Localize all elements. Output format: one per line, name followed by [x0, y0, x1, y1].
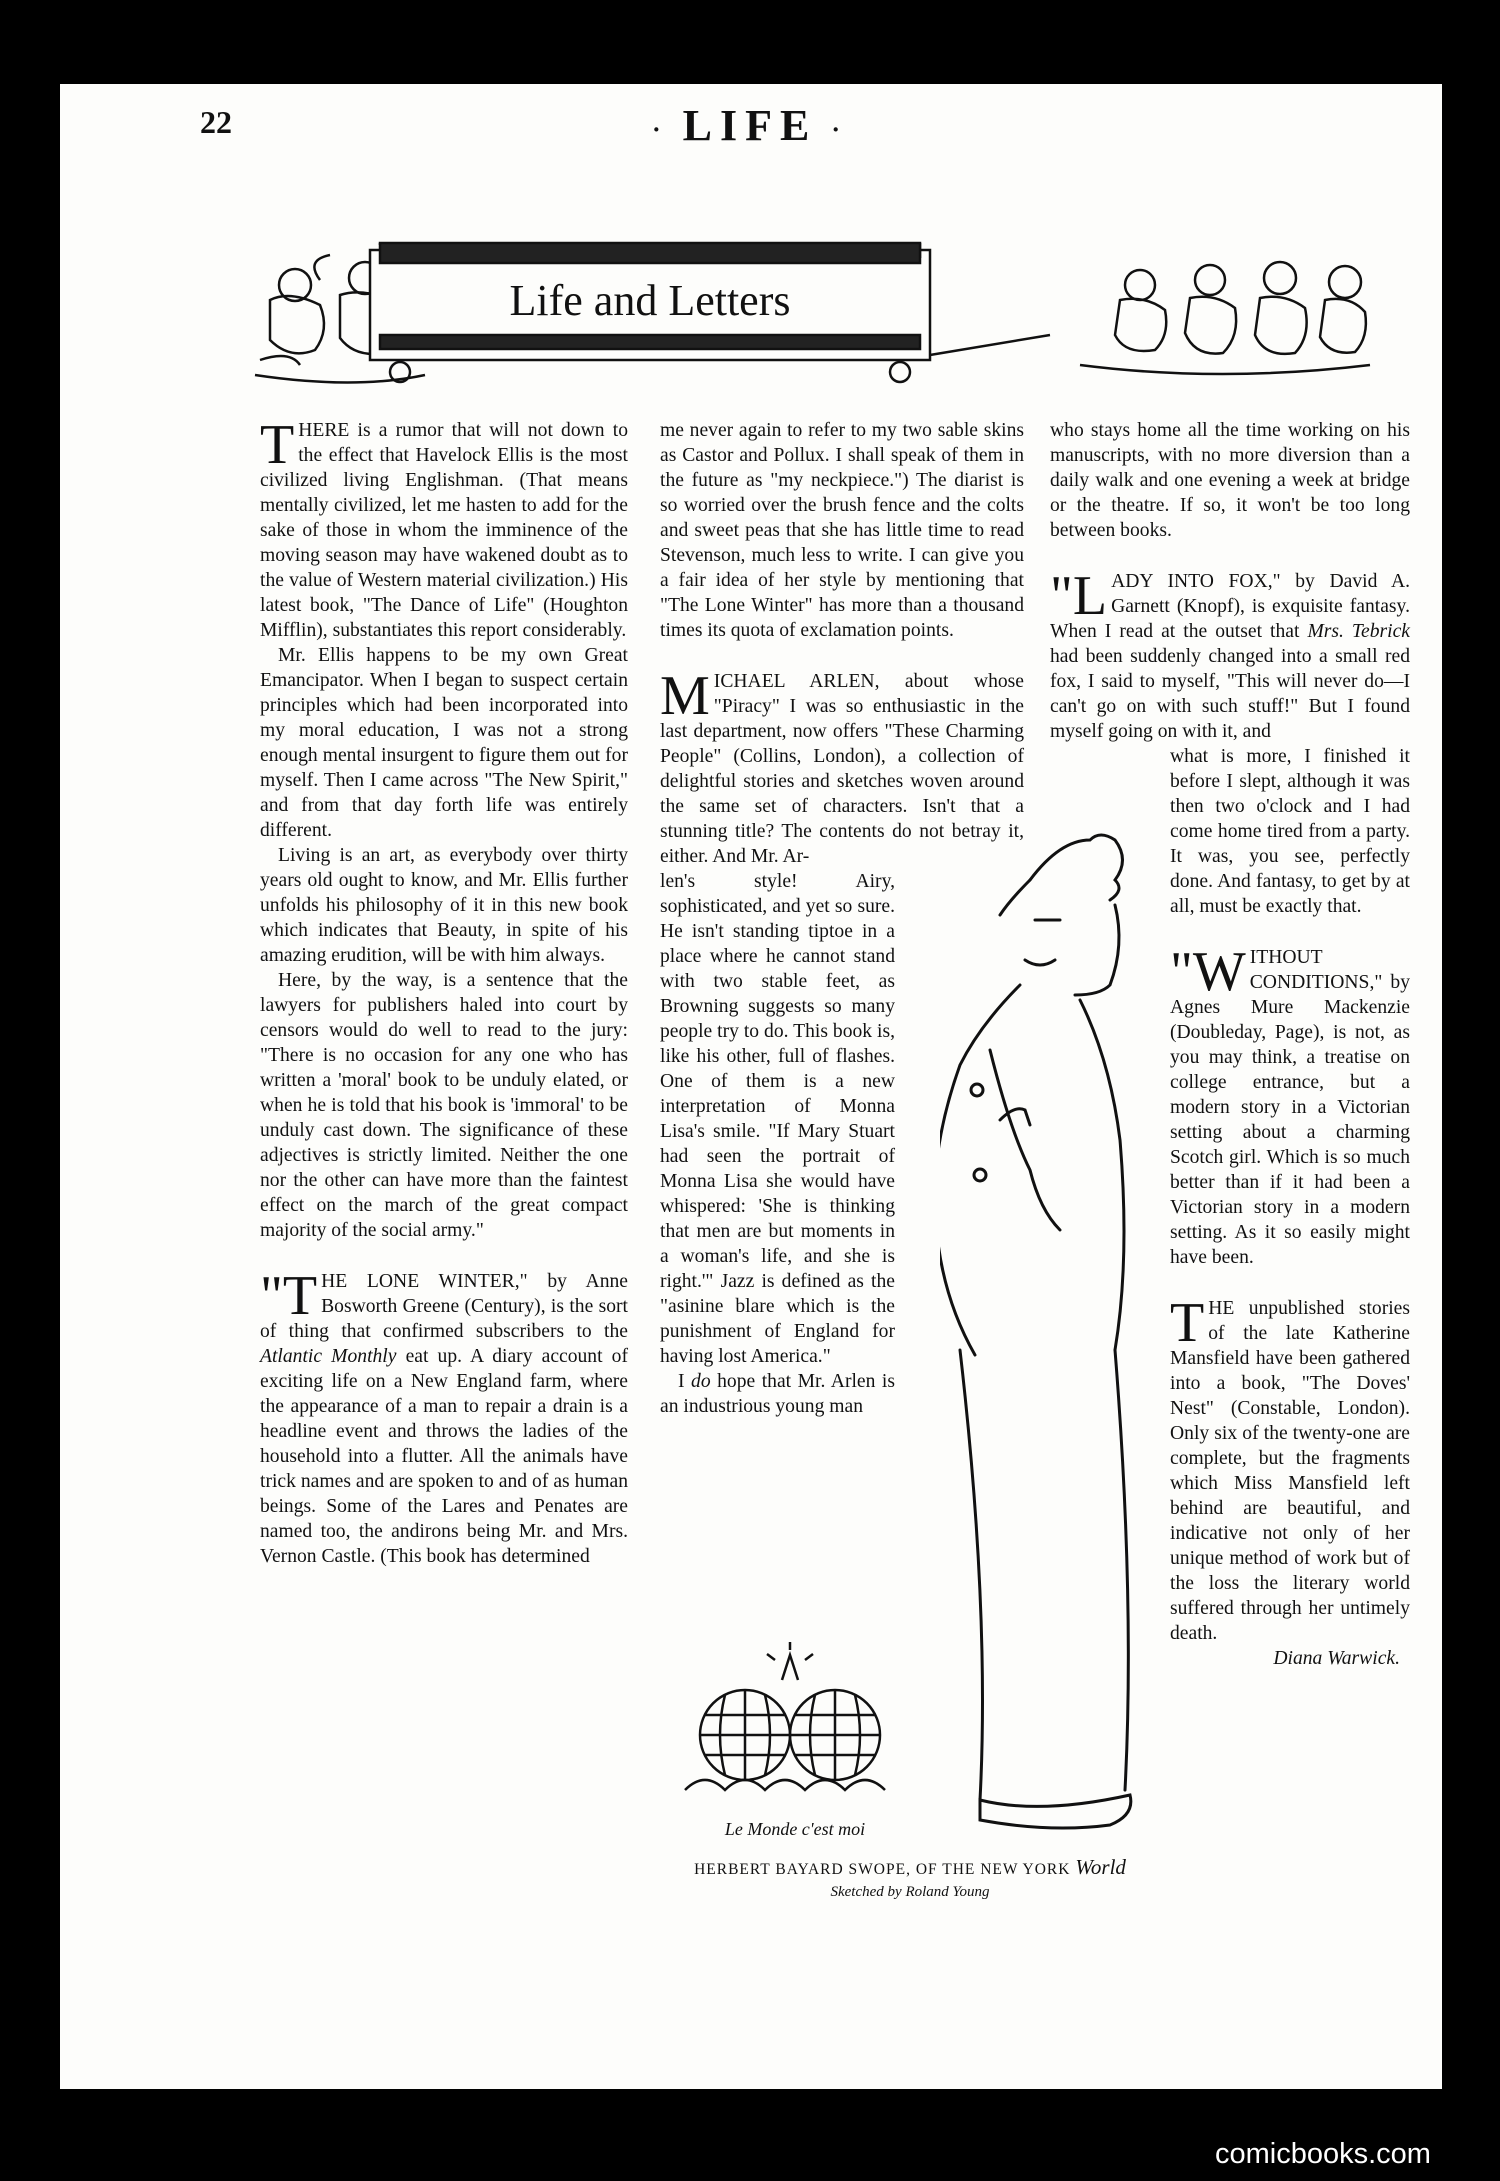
paragraph-arlen-hope: [660, 1369, 895, 1419]
italic-text: do: [691, 1371, 711, 1392]
paragraph-text: ICHAEL ARLEN, about whose "Piracy" I was so enthusiastic in the last department, now offers "These Charming People" (Collins, London), a collection of delightful stories and sketches woven around the same set of characters. Isn't that a stunning title? The contents do not betray it, either. And Mr. Ar-: [660, 671, 1024, 867]
paragraph-lady-into-fox: [1050, 565, 1410, 744]
paragraph-arlen-cont: who stays home all the time working on his manuscripts, with no more diversion than a daily walk and one evening a week at bridge or the theatre. If so, it won't be too long between books.: [1050, 420, 1410, 541]
drop-cap: T: [1170, 1292, 1205, 1354]
paragraph-text: I: [678, 1371, 692, 1392]
column-1: [260, 414, 628, 1569]
paragraph-arlen-style: len's style! Airy, sophisticated, and yet so sure. He isn't standing tiptoe in a place where he cannot stand with two stable feet, as Browning suggests so many people try to do. This book is, like his other, full of flashes. One of them is a new interpretation of Monna Lisa's smile. "If Mary Stuart had seen the portrait of Monna Lisa she would have whispered: 'She is thinking that men are but moments in a woman's life, and she is right.'" Jazz is defined as the "asinine blare which is the punishment of England for having lost America.": [660, 871, 895, 1367]
page-number: 22: [200, 104, 232, 140]
paragraph-text: ITHOUT CONDITIONS," by Agnes Mure Mackenzie (Doubleday, Page), is not, as you may think, a treatise on college entrance, but a modern story in a Victorian setting about a charming Scotch girl. Which is so much better than if it had been a Victorian story in a modern setting. As it so easily might have been.: [1170, 947, 1410, 1268]
paragraph-text: ADY INTO FOX," by David A. Garnett (Knopf), is exquisite fantasy. When I read at the outset that: [1050, 571, 1410, 642]
caption-credit: Sketched by Roland Young: [830, 1884, 990, 1900]
caption-italic: World: [1075, 1855, 1126, 1879]
paragraph-text: had been suddenly changed into a small red fox, I said to myself, "This will never do—I can't go on with such stuff!" But I found myself going on with it, and: [1050, 646, 1410, 742]
globe-motto: Le Monde c'est moi: [724, 1819, 866, 1839]
paragraph-lone-winter-cont: me never again to refer to my two sable skins as Castor and Pollux. I shall speak of them in the future as "my neckpiece.") The diarist is so worried over the brush fence and the colts and sweet peas that she has little time to read Stevenson, much less to write. I can give you a fair idea of her style by mentioning that "The Lone Winter" has more than a thousand times its quota of exclamation points.: [660, 420, 1024, 641]
drop-cap: T: [260, 414, 295, 476]
masthead: [0, 100, 1500, 151]
paragraph-fantasy: what is more, I finished it before I slept, although it was then two o'clock and I had come home tired from a party. It was, you see, perfectly done. And fantasy, to get by at all, must be exactly that.: [1170, 746, 1410, 917]
masthead-title: LIFE: [682, 101, 818, 150]
author-signature: Diana Warwick.: [1273, 1648, 1400, 1669]
drop-cap: "W: [1170, 941, 1246, 1003]
paragraph-text: hope that Mr. Arlen is an industrious young man: [660, 1371, 895, 1417]
masthead-dot-right: ·: [831, 114, 849, 144]
caricature-illustration: [940, 810, 1190, 1855]
italic-text: Atlantic Monthly: [260, 1346, 397, 1367]
paragraph-censors: Here, by the way, is a sentence that the lawyers for publishers haled into court by censors would do well to read to the jury: "There is no occasion for any one who has written a 'moral' book to be unduly elated, or when he is told that his book is 'immoral' to be unduly cast down. The significance of these adjectives is strictly limited. Neither the one nor the other can have more than the faintest effect on the march of the great compact majority of the social army.": [260, 970, 628, 1241]
drop-cap: "L: [1050, 565, 1108, 627]
paragraph-emancipator: Mr. Ellis happens to be my own Great Emancipator. When I began to suspect certain principles which had been incorporated into my moral education, I was not a strong enough mental insurgent to figure them out for myself. Then I came across "The New Spirit," and from that day forth life was entirely different.: [260, 645, 628, 841]
paragraph-without-conditions: [1170, 941, 1410, 1270]
paragraph-havelock-ellis: [260, 414, 628, 643]
caption-text: HERBERT BAYARD SWOPE, OF THE NEW YORK: [694, 1861, 1076, 1878]
paragraph-text: HE LONE WINTER," by Anne Bosworth Greene (Century), is the sort of thing that confirmed subscribers to the: [260, 1271, 628, 1342]
illustration-caption: [660, 1856, 1160, 1903]
paragraph-text: HERE is a rumor that will not down to the effect that Havelock Ellis is the most civilized living Englishman. (That means mentally civilized, let me hasten to add for the sake of those in whom the imminence of the moving season may have wakened doubt as to the value of Western material civilization.) His latest book, "The Dance of Life" (Houghton Mifflin), substantiates this report considerably.: [260, 420, 628, 641]
paragraph-living-art: Living is an art, as everybody over thirty years old ought to know, and Mr. Ellis further unfolds his philosophy of it in this new book which indicates that Beauty, in spite of his amazing erudition, will be with him always.: [260, 845, 628, 966]
watermark: comicbooks.com: [1215, 2138, 1431, 2170]
paragraph-text: HE unpublished stories of the late Katherine Mansfield have been gathered into a book, "The Doves' Nest" (Constable, London). Only six of the twenty-one are complete, but the fragments which Miss Mansfield left behind are beautiful, and indicative not only of her unique method of work but of the loss the literary world suffered through her untimely death.: [1170, 1298, 1410, 1644]
cherubs-right-illustration: [1080, 262, 1370, 374]
paragraph-katherine-mansfield: [1170, 1292, 1410, 1646]
section-banner: [250, 240, 1380, 390]
italic-text: Mrs. Tebrick: [1307, 621, 1410, 642]
drop-cap: "T: [260, 1265, 318, 1327]
globes-illustration: [670, 1640, 920, 1850]
drop-cap: M: [660, 665, 710, 727]
paragraph-lone-winter: [260, 1265, 628, 1569]
masthead-dot-left: ·: [651, 114, 669, 144]
scan-edge: [1442, 0, 1500, 2181]
banner-title: Life and Letters: [509, 276, 791, 325]
paragraph-text: eat up. A diary account of exciting life on a New England farm, where the appearance of a man to repair a drain is a headline event and throws the ladies of the household into a flutter. All the animals have trick names and are spoken to and of as human beings. Some of the Lares and Penates are named too, the andirons being Mr. and Mrs. Vernon Castle. (This book has determined: [260, 1346, 628, 1567]
